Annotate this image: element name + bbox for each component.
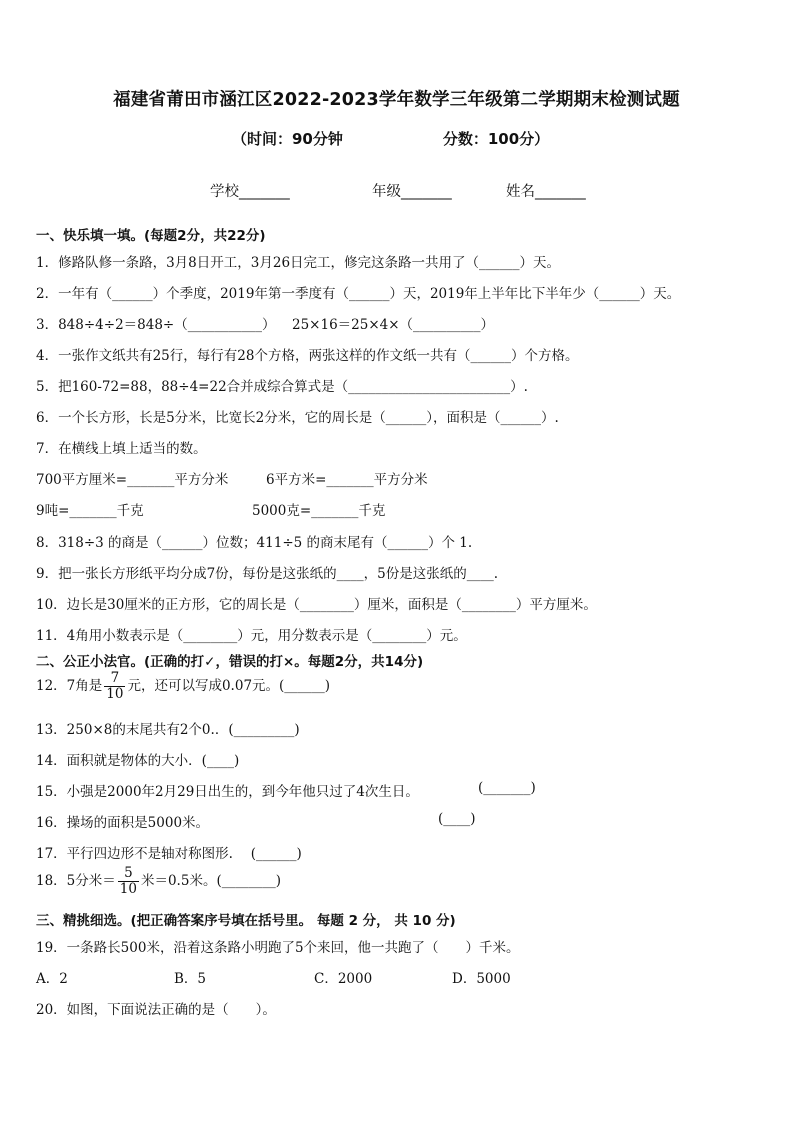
question-7d: 5000克=_______千克 — [252, 503, 386, 519]
question-20: 20．如图，下面说法正确的是（ ）。 — [36, 1002, 276, 1018]
exam-info — [232, 128, 572, 149]
fraction-denominator: 10 — [119, 880, 137, 897]
section-2-heading: 二、公正小法官。(正确的打✓，错误的打×。每题2分，共14分) — [36, 654, 424, 670]
option-d[interactable]: D．5000 — [452, 971, 511, 987]
question-11: 11．4角用小数表示是（________）元，用分数表示是（________）元。 — [36, 628, 467, 644]
question-17: 17．平行四边形不是轴对称图形. (______) — [36, 846, 302, 862]
school-field[interactable]: 学校_______ — [210, 184, 290, 200]
page-title: 福建省莆田市涵江区2022-2023学年数学三年级第二学期期末检测试题 — [113, 90, 680, 110]
question-7c: 9吨=_______千克 — [36, 503, 144, 519]
question-13: 13．250×8的末尾共有2个0.．(_________) — [36, 722, 300, 738]
question-10: 10．边长是30厘米的正方形，它的周长是（________）厘米，面积是（________）平方厘米。 — [36, 597, 597, 613]
question-3b: 25×16＝25×4×（__________） — [292, 317, 495, 333]
fraction-5-10 — [118, 866, 139, 897]
question-8: 8．318÷3 的商是（______）位数；411÷5 的商末尾有（______）个 1. — [36, 535, 473, 551]
name-field[interactable]: 姓名_______ — [506, 184, 586, 200]
question-15: 15．小强是2000年2月29日出生的，到今年他只过了4次生日。 — [36, 784, 419, 800]
question-12 — [36, 671, 330, 702]
question-7: 7．在横线上填上适当的数。 — [36, 441, 207, 457]
fraction-denominator: 10 — [106, 685, 124, 702]
fraction-numerator: 5 — [118, 866, 139, 882]
question-15-answer[interactable]: (_______) — [478, 780, 536, 796]
question-14: 14．面积就是物体的大小．(____) — [36, 753, 240, 769]
option-b[interactable]: B．5 — [174, 971, 207, 987]
grade-field[interactable]: 年级_______ — [372, 184, 452, 200]
question-18 — [36, 866, 281, 897]
question-12-suffix: 元，还可以写成0.07元。(______) — [127, 677, 331, 694]
question-18-suffix: 米＝0.5米。(________) — [140, 872, 281, 889]
question-7b: 6平方米=_______平方分米 — [266, 472, 428, 488]
option-c[interactable]: C．2000 — [314, 971, 373, 987]
question-19: 19．一条路长500米，沿着这条路小明跑了5个来回，他一共跑了（ ）千米。 — [36, 940, 520, 956]
total-score: 分数：100分） — [442, 130, 550, 148]
question-5: 5．把160-72=88，88÷4=22合并成综合算式是（________________________）. — [36, 379, 528, 395]
question-12-prefix: 12．7角是 — [36, 677, 103, 694]
question-4: 4．一张作文纸共有25行，每行有28个方格，两张这样的作文纸一共有（______）个方格。 — [36, 348, 579, 364]
question-16-answer[interactable]: (____) — [438, 811, 476, 827]
question-2: 2．一年有（______）个季度，2019年第一季度有（______）天，2019年上半年比下半年少（______）天。 — [36, 286, 681, 302]
section-1-heading: 一、快乐填一填。(每题2分，共22分) — [36, 228, 266, 244]
question-6: 6．一个长方形，长是5分米，比宽长2分米，它的周长是（______），面积是（______）. — [36, 410, 559, 426]
question-7a: 700平方厘米=_______平方分米 — [36, 472, 229, 488]
question-9: 9．把一张长方形纸平均分成7份，每份是这张纸的____，5份是这张纸的____. — [36, 566, 499, 582]
option-a[interactable]: A．2 — [36, 971, 68, 987]
question-18-prefix: 18．5分米＝ — [36, 872, 116, 889]
fraction-numerator: 7 — [104, 671, 125, 687]
time-limit: （时间：90分钟 — [232, 130, 343, 148]
fraction-7-10 — [104, 671, 125, 702]
question-16: 16．操场的面积是5000米。 — [36, 815, 210, 831]
question-3a: 3．848÷4÷2＝848÷（___________） — [36, 317, 276, 333]
question-1: 1．修路队修一条路，3月8日开工，3月26日完工，修完这条路一共用了（______）天。 — [36, 255, 561, 271]
section-3-heading: 三、精挑细选。(把正确答案序号填在括号里。 每题 2 分， 共 10 分) — [36, 913, 456, 929]
